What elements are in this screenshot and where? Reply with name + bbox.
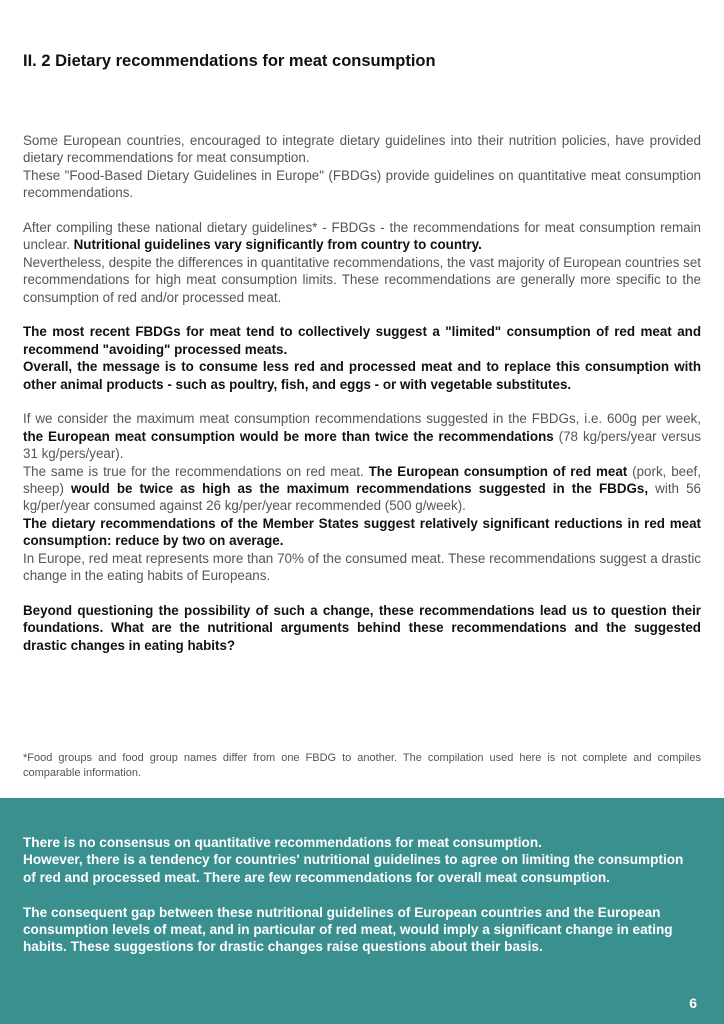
compilation-text: After compiling these national dietary guidelines* - FBDGs - the recommendations for meat consumption remain unclear. — [23, 220, 701, 253]
max-recommendation-text: If we consider the maximum meat consumption recommendations suggested in the FBDGs, i.e. 600g per week, — [23, 411, 701, 427]
paragraph-questions: Beyond questioning the possibility of such a change, these recommendations lead us to question their foundations. What are the nutritional arguments behind these recommendations and the suggested drastic changes in eating habits? — [23, 602, 701, 653]
red-meat-intro: The same is true for the recommendations on red meat. — [23, 463, 369, 479]
footnote: *Food groups and food group names differ from one FBDG to another. The compilation used here is not complete and compiles comparable information. — [23, 752, 701, 779]
red-meat-figures: with 56 kg/per/year consumed against 26 kg/per/year recommended (500 g/week). — [23, 481, 701, 514]
summary-no-consensus: There is no consensus on quantitative recommendations for meat consumption. — [23, 835, 542, 850]
compilation-nevertheless: Nevertheless, despite the differences in quantitative recommendations, the vast majority of European countries set recommendations for high meat consumption limits. These recommendations are generally more specific to the consumption of red and/or processed meat. — [23, 254, 701, 305]
summary-tendency: However, there is a tendency for countries' nutritional guidelines to agree on limiting the consumption of red and processed meat. There are few recommendations for overall meat consumption. — [23, 852, 684, 885]
compilation-highlight: Nutritional guidelines vary significantly from country to country. — [73, 237, 482, 253]
meat-consumption-figures: (78 kg/pers/year versus 31 kg/pers/year). — [23, 428, 701, 462]
fbdg-overall-text: Overall, the message is to consume less red and processed meat and to replace this consumption with other animal products - such as poultry, fish, and eggs - or with vegetable substitutes. — [23, 359, 701, 392]
paragraph-fbdg-summary — [23, 323, 701, 393]
meat-consumption-highlight: the European meat consumption would be more than twice the recommendations — [23, 428, 554, 444]
summary-box-text — [23, 834, 699, 956]
section-heading: II. 2 Dietary recommendations for meat consumption — [23, 52, 436, 70]
paragraph-intro — [23, 132, 701, 202]
fbdg-limited-text: The most recent FBDGs for meat tend to collectively suggest a "limited" consumption of red meat and recommend "avoiding" processed meats. — [23, 324, 701, 357]
red-meat-share-text: In Europe, red meat represents more than 70% of the consumed meat. These recommendations suggest a drastic change in the eating habits of Europeans. — [23, 550, 701, 584]
page-number: 6 — [689, 995, 697, 1011]
red-meat-types: (pork, beef, sheep) — [23, 463, 701, 497]
intro-sentence-1: Some European countries, encouraged to integrate dietary guidelines into their nutrition policies, have provided dietary recommendations for meat consumption. — [23, 133, 701, 166]
paragraph-consumption — [23, 410, 701, 584]
red-meat-highlight-1: The European consumption of red meat — [368, 463, 628, 479]
member-states-reduction: The dietary recommendations of the Member States suggest relatively significant reductions in red meat consumption: reduce by two on average. — [23, 515, 701, 549]
summary-gap: The consequent gap between these nutritional guidelines of European countries and the European consumption levels of meat, and in particular of red meat, would imply a significant change in eating habits. These suggestions for drastic changes raise questions about their basis. — [23, 904, 673, 955]
main-text — [23, 132, 701, 654]
red-meat-highlight-2: would be twice as high as the maximum recommendations suggested in the FBDGs, — [71, 481, 649, 497]
paragraph-compilation — [23, 219, 701, 306]
intro-sentence-2: These "Food-Based Dietary Guidelines in Europe" (FBDGs) provide guidelines on quantitative meat consumption recommendations. — [23, 167, 701, 201]
